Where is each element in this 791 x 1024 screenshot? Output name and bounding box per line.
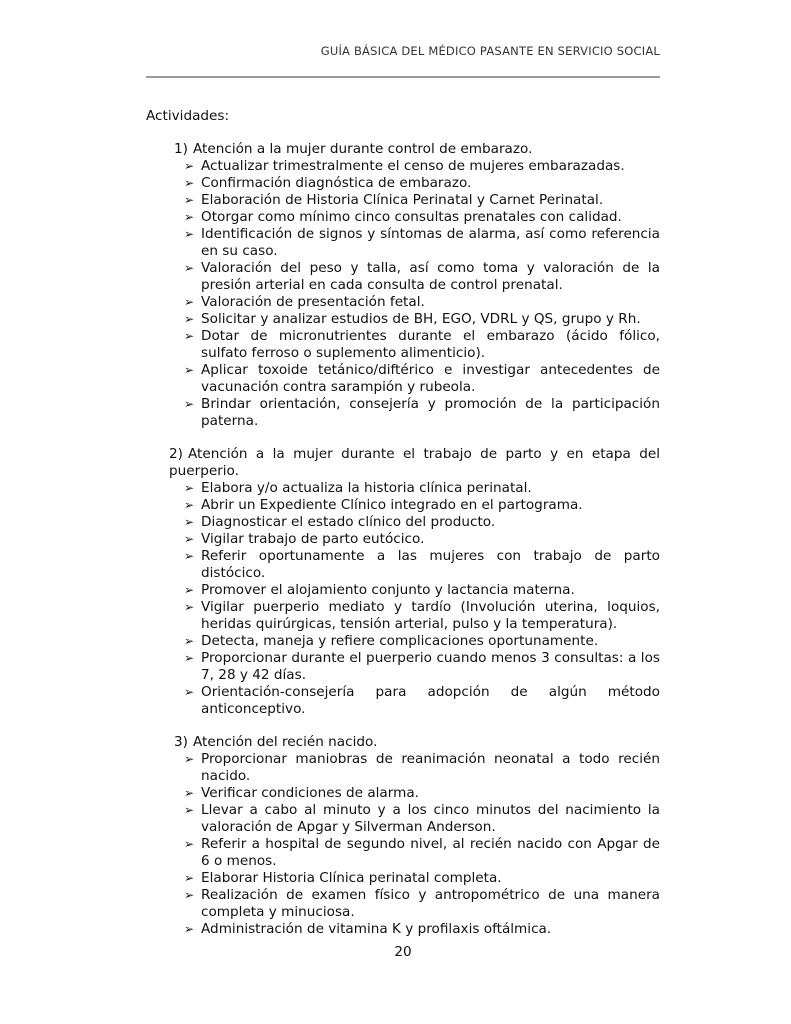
list-item-text: Proporcionar maniobras de reanimación neonatal a todo recién nacido. xyxy=(201,751,660,784)
arrow-bullet-icon: ➢ xyxy=(184,786,195,800)
list-item-text: Elaborar Historia Clínica perinatal completa. xyxy=(201,870,502,886)
arrow-bullet-icon: ➢ xyxy=(184,261,195,275)
arrow-bullet-icon: ➢ xyxy=(184,312,195,326)
list-item-text: Diagnosticar el estado clínico del producto. xyxy=(201,514,496,530)
list-item xyxy=(146,209,660,226)
list-item-text: Brindar orientación, consejería y promoción de la participación paterna. xyxy=(201,396,660,429)
list-item xyxy=(146,870,660,887)
list-item xyxy=(146,751,660,785)
section-1 xyxy=(146,141,660,430)
arrow-bullet-icon: ➢ xyxy=(184,600,195,614)
list-item xyxy=(146,531,660,548)
arrow-bullet-icon: ➢ xyxy=(184,481,195,495)
section-title xyxy=(146,446,660,480)
list-item-text: Solicitar y analizar estudios de BH, EGO, VDRL y QS, grupo y Rh. xyxy=(201,311,641,327)
section-number: 2) xyxy=(169,446,183,462)
arrow-bullet-icon: ➢ xyxy=(184,193,195,207)
list-item-text: Otorgar como mínimo cinco consultas prenatales con calidad. xyxy=(201,209,622,225)
list-item xyxy=(146,650,660,684)
list-item-text: Actualizar trimestralmente el censo de mujeres embarazadas. xyxy=(201,158,625,174)
list-item xyxy=(146,684,660,718)
activities-heading: Actividades: xyxy=(146,108,230,124)
list-item-text: Elaboración de Historia Clínica Perinatal y Carnet Perinatal. xyxy=(201,192,604,208)
item-list xyxy=(146,158,660,430)
arrow-bullet-icon: ➢ xyxy=(184,515,195,529)
list-item xyxy=(146,311,660,328)
list-item-text: Orientación-consejería para adopción de algún método anticonceptivo. xyxy=(201,684,660,717)
list-item-text: Abrir un Expediente Clínico integrado en el partograma. xyxy=(201,497,583,513)
running-header: GUÍA BÁSICA DEL MÉDICO PASANTE EN SERVICIO SOCIAL xyxy=(320,44,660,58)
arrow-bullet-icon: ➢ xyxy=(184,752,195,766)
header-rule xyxy=(146,76,660,78)
list-item xyxy=(146,328,660,362)
arrow-bullet-icon: ➢ xyxy=(184,803,195,817)
list-item xyxy=(146,226,660,260)
arrow-bullet-icon: ➢ xyxy=(184,329,195,343)
section-3 xyxy=(146,734,660,938)
list-item-text: Referir oportunamente a las mujeres con trabajo de parto distócico. xyxy=(201,548,660,581)
arrow-bullet-icon: ➢ xyxy=(184,888,195,902)
section-title xyxy=(146,734,660,751)
section-title-text: Atención a la mujer durante control de embarazo. xyxy=(193,141,533,157)
list-item-text: Elabora y/o actualiza la historia clínica perinatal. xyxy=(201,480,532,496)
list-item xyxy=(146,480,660,497)
list-item-text: Promover el alojamiento conjunto y lactancia materna. xyxy=(201,582,575,598)
list-item-text: Llevar a cabo al minuto y a los cinco minutos del nacimiento la valoración de Apgar y Silverman Anderson. xyxy=(201,802,660,835)
arrow-bullet-icon: ➢ xyxy=(184,363,195,377)
arrow-bullet-icon: ➢ xyxy=(184,871,195,885)
list-item-text: Referir a hospital de segundo nivel, al recién nacido con Apgar de 6 o menos. xyxy=(201,836,660,869)
arrow-bullet-icon: ➢ xyxy=(184,634,195,648)
list-item xyxy=(146,802,660,836)
list-item xyxy=(146,396,660,430)
list-item xyxy=(146,497,660,514)
arrow-bullet-icon: ➢ xyxy=(184,685,195,699)
arrow-bullet-icon: ➢ xyxy=(184,922,195,936)
arrow-bullet-icon: ➢ xyxy=(184,837,195,851)
list-item-text: Vigilar puerperio mediato y tardío (Involución uterina, loquios, heridas quirúrgicas, tensión arterial, pulso y la temperatura). xyxy=(201,599,660,632)
arrow-bullet-icon: ➢ xyxy=(184,532,195,546)
list-item xyxy=(146,785,660,802)
page-number: 20 xyxy=(394,944,412,960)
list-item-text: Valoración del peso y talla, así como toma y valoración de la presión arterial en cada consulta de control prenatal. xyxy=(201,260,660,293)
list-item xyxy=(146,548,660,582)
list-item xyxy=(146,362,660,396)
arrow-bullet-icon: ➢ xyxy=(184,549,195,563)
arrow-bullet-icon: ➢ xyxy=(184,210,195,224)
section-number: 3) xyxy=(174,734,188,750)
section-2 xyxy=(146,446,660,718)
list-item-text: Proporcionar durante el puerperio cuando menos 3 consultas: a los 7, 28 y 42 días. xyxy=(201,650,660,683)
list-item xyxy=(146,887,660,921)
list-item xyxy=(146,158,660,175)
arrow-bullet-icon: ➢ xyxy=(184,176,195,190)
item-list xyxy=(146,480,660,718)
list-item-text: Identificación de signos y síntomas de alarma, así como referencia en su caso. xyxy=(201,226,660,259)
item-list xyxy=(146,751,660,938)
arrow-bullet-icon: ➢ xyxy=(184,159,195,173)
section-number: 1) xyxy=(174,141,188,157)
list-item-text: Administración de vitamina K y profilaxis oftálmica. xyxy=(201,921,552,937)
list-item xyxy=(146,294,660,311)
section-title-text: Atención del recién nacido. xyxy=(193,734,378,750)
arrow-bullet-icon: ➢ xyxy=(184,397,195,411)
list-item-text: Realización de examen físico y antropométrico de una manera completa y minuciosa. xyxy=(201,887,660,920)
list-item xyxy=(146,260,660,294)
page-body xyxy=(146,107,660,954)
list-item xyxy=(146,599,660,633)
list-item-text: Valoración de presentación fetal. xyxy=(201,294,425,310)
list-item xyxy=(146,582,660,599)
arrow-bullet-icon: ➢ xyxy=(184,651,195,665)
list-item-text: Verificar condiciones de alarma. xyxy=(201,785,420,801)
arrow-bullet-icon: ➢ xyxy=(184,583,195,597)
list-item xyxy=(146,633,660,650)
sections-list xyxy=(146,141,660,938)
arrow-bullet-icon: ➢ xyxy=(184,227,195,241)
list-item-text: Confirmación diagnóstica de embarazo. xyxy=(201,175,472,191)
list-item xyxy=(146,514,660,531)
list-item-text: Dotar de micronutrientes durante el embarazo (ácido fólico, sulfato ferroso o suplemento alimenticio). xyxy=(201,328,660,361)
arrow-bullet-icon: ➢ xyxy=(184,295,195,309)
list-item-text: Vigilar trabajo de parto eutócico. xyxy=(201,531,425,547)
section-title xyxy=(146,141,660,158)
list-item xyxy=(146,175,660,192)
arrow-bullet-icon: ➢ xyxy=(184,498,195,512)
list-item-text: Detecta, maneja y refiere complicaciones oportunamente. xyxy=(201,633,599,649)
list-item xyxy=(146,921,660,938)
list-item-text: Aplicar toxoide tetánico/diftérico e investigar antecedentes de vacunación contra sarampión y rubeola. xyxy=(201,362,660,395)
list-item xyxy=(146,836,660,870)
list-item xyxy=(146,192,660,209)
section-title-text: Atención a la mujer durante el trabajo de parto y en etapa del puerperio. xyxy=(169,446,660,479)
